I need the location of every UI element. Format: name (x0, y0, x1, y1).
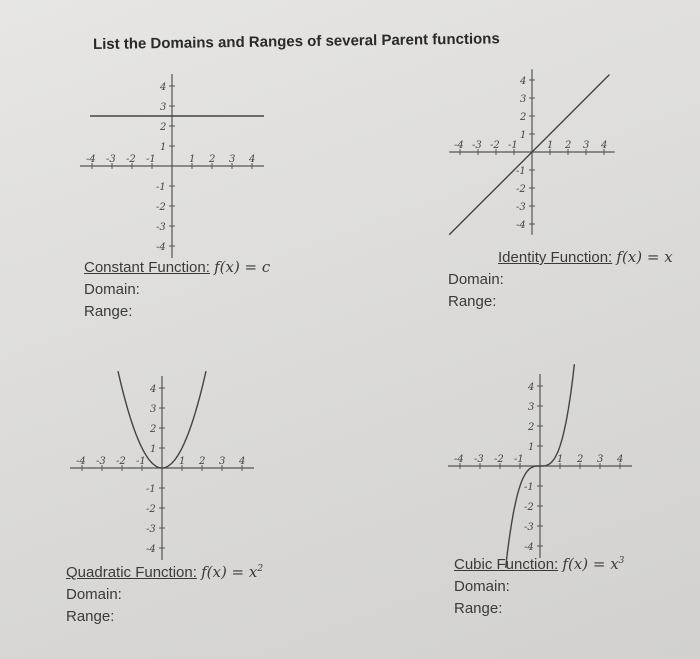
x-tick-label: -4 (76, 456, 86, 467)
y-tick-label: 4 (520, 76, 527, 87)
x-tick-label: 2 (577, 454, 584, 465)
constant-function-block (84, 256, 270, 323)
identity-curve (449, 75, 609, 235)
x-tick-label: 2 (209, 154, 216, 165)
x-tick-label: 4 (601, 140, 608, 151)
cubic-function-formula (562, 555, 624, 573)
constant-graph-svg (80, 70, 270, 253)
y-tick-label: -2 (524, 502, 534, 513)
x-tick-label: 4 (239, 456, 246, 467)
x-tick-label: 3 (597, 454, 604, 465)
quadratic-function-name: Quadratic Function: (66, 564, 197, 581)
cubic-formula-exponent: 3 (618, 556, 625, 566)
x-tick-label: 3 (219, 456, 226, 467)
y-tick-label: 1 (528, 442, 535, 453)
y-tick-label: 4 (160, 82, 167, 93)
x-tick-label: 4 (617, 454, 624, 465)
constant-function-name: Constant Function: (84, 259, 210, 276)
y-tick-label: -2 (516, 184, 526, 195)
y-tick-label: -4 (516, 220, 526, 231)
identity-function-block (448, 246, 673, 313)
y-tick-label: -4 (524, 542, 534, 553)
constant-range-label: Range: (84, 303, 133, 320)
cubic-function-name: Cubic Function: (454, 556, 559, 573)
y-tick-label: 3 (528, 402, 535, 413)
y-tick-label: 2 (160, 122, 167, 133)
x-tick-label: -2 (116, 456, 126, 467)
cubic-graph-svg (448, 366, 638, 551)
x-tick-label: -2 (490, 140, 500, 151)
cubic-range-label: Range: (454, 600, 503, 617)
x-tick-label: 2 (565, 140, 572, 151)
x-tick-label: -1 (136, 456, 146, 467)
x-tick-label: 1 (557, 454, 564, 465)
identity-function-formula: f(x) = x (616, 248, 673, 266)
y-tick-label: 1 (160, 142, 167, 153)
y-tick-label: 2 (528, 422, 535, 433)
page-title: List the Domains and Ranges of several Parent functions (92, 30, 500, 53)
x-tick-label: 1 (189, 154, 196, 165)
y-tick-label: -4 (146, 544, 156, 555)
x-tick-label: 3 (229, 154, 236, 165)
y-tick-label: -3 (524, 522, 534, 533)
y-tick-label: -1 (524, 482, 534, 493)
cubic-formula-base: f(x) = x (562, 555, 619, 573)
x-tick-label: -3 (96, 456, 106, 467)
x-tick-label: -2 (126, 154, 136, 165)
y-tick-label: 3 (150, 404, 157, 415)
y-tick-label: 1 (520, 130, 527, 141)
cubic-function-graph (448, 366, 638, 556)
quadratic-formula-base: f(x) = x (201, 563, 258, 581)
x-tick-label: 1 (179, 456, 186, 467)
y-tick-label: 4 (528, 382, 535, 393)
constant-domain-label: Domain: (84, 281, 140, 298)
y-tick-label: -1 (156, 182, 166, 193)
quadratic-formula-exponent: 2 (257, 564, 264, 574)
identity-function-graph (440, 60, 630, 245)
constant-function-graph (80, 70, 270, 255)
y-tick-label: 2 (150, 424, 157, 435)
cubic-function-block (454, 550, 624, 620)
x-tick-label: -1 (146, 154, 156, 165)
identity-graph-svg (440, 60, 630, 240)
x-tick-label: -3 (106, 154, 116, 165)
quadratic-domain-label: Domain: (66, 586, 122, 603)
quadratic-function-block (66, 558, 263, 628)
quadratic-function-formula (201, 563, 263, 581)
y-tick-label: -3 (156, 222, 166, 233)
x-tick-label: -1 (514, 454, 524, 465)
y-tick-label: 4 (150, 384, 157, 395)
x-tick-label: -3 (472, 140, 482, 151)
identity-range-label: Range: (448, 293, 497, 310)
y-tick-label: 3 (520, 94, 527, 105)
x-tick-label: 3 (583, 140, 590, 151)
y-tick-label: -4 (156, 242, 166, 253)
x-tick-label: 4 (249, 154, 256, 165)
y-tick-label: -3 (516, 202, 526, 213)
identity-function-name: Identity Function: (498, 249, 613, 266)
x-tick-label: -2 (494, 454, 504, 465)
x-tick-label: -4 (454, 454, 464, 465)
x-tick-label: -1 (508, 140, 518, 151)
cubic-domain-label: Domain: (454, 578, 510, 595)
x-tick-label: 2 (199, 456, 206, 467)
quadratic-graph-svg (70, 368, 260, 558)
quadratic-function-graph (70, 368, 260, 563)
y-tick-label: 1 (150, 444, 157, 455)
x-tick-label: 1 (547, 140, 554, 151)
y-tick-label: -1 (516, 166, 526, 177)
x-tick-label: -4 (86, 154, 96, 165)
constant-function-formula: f(x) = c (214, 258, 271, 276)
quadratic-range-label: Range: (66, 608, 115, 625)
identity-domain-label: Domain: (448, 271, 504, 288)
y-tick-label: -2 (146, 504, 156, 515)
x-tick-label: -3 (474, 454, 484, 465)
y-tick-label: -3 (146, 524, 156, 535)
x-tick-label: -4 (454, 140, 464, 151)
y-tick-label: 2 (520, 112, 527, 123)
y-tick-label: -2 (156, 202, 166, 213)
y-tick-label: -1 (146, 484, 156, 495)
y-tick-label: 3 (160, 102, 167, 113)
